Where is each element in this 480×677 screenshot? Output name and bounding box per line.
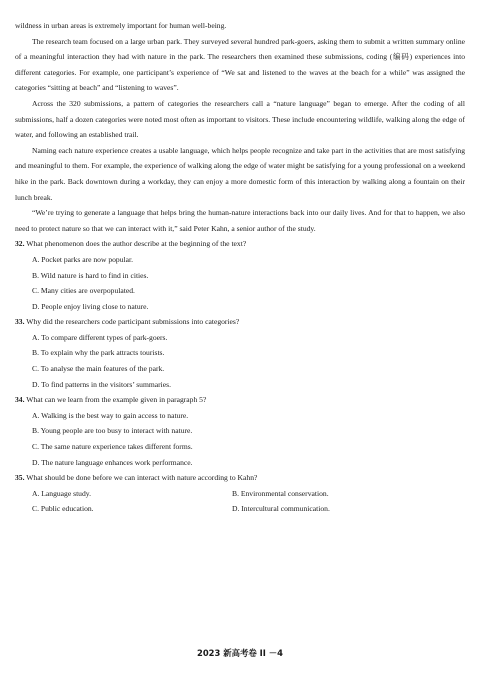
question-text: What phenomenon does the author describe at the beginning of the text? <box>26 239 247 249</box>
question-text: What can we learn from the example given in paragraph 5? <box>26 395 207 405</box>
passage-paragraph-2: The research team focused on a large urban park. They surveyed several hundred park-goers, asking them to submit a written summary online of a meaningful interaction they had with nature in the park. The researchers then examined these submissions, coding (编码) experiences into different categories. For example, one participant’s experience of “We sat and listened to the waves at the beach for a while” was assigned the categories “sitting at beach” and “listening to waves”. <box>15 36 465 93</box>
option-33-a: A. To compare different types of park-goers. <box>32 332 168 342</box>
option-35-d: D. Intercultural communication. <box>232 504 330 514</box>
option-32-b: B. Wild nature is hard to find in cities. <box>32 270 149 280</box>
option-34-a: A. Walking is the best way to gain access to nature. <box>32 410 189 420</box>
question-number: 32. <box>15 239 25 249</box>
question-33 <box>15 314 465 330</box>
question-text: Why did the researchers code participant submissions into categories? <box>26 317 240 327</box>
passage-paragraph-5: “We’re trying to generate a language that helps bring the human-nature interactions back into our daily lives. And for that to happen, we also need to protect nature so that we can interact with it,” said Peter Kahn, a senior author of the study. <box>15 208 465 233</box>
option-32-c: C. Many cities are overpopulated. <box>32 286 135 296</box>
question-35 <box>15 470 465 486</box>
question-32 <box>15 236 465 252</box>
passage-paragraph-1: wildness in urban areas is extremely important for human well-being. <box>15 21 227 30</box>
option-33-d: D. To find patterns in the visitors’ summaries. <box>32 379 172 389</box>
question-text: What should be done before we can interact with nature according to Kahn? <box>26 473 258 483</box>
option-34-d: D. The nature language enhances work performance. <box>32 457 193 467</box>
page-footer: 2023 新高考卷 II －4 <box>197 648 283 658</box>
option-row-35-cd <box>32 501 465 517</box>
option-34-c: C. The same nature experience takes different forms. <box>32 442 193 452</box>
question-34 <box>15 392 465 408</box>
page-content <box>15 18 465 517</box>
passage-paragraph-4: Naming each nature experience creates a usable language, which helps people recognize and take part in the activities that are most satisfying and meaningful to them. For example, the experience of walking along the edge of water might be satisfying for a young professional on a weekend hike in the park. Back downtown during a workday, they can enjoy a more domestic form of this interaction by walking along a fountain on their lunch break. <box>15 145 465 202</box>
question-number: 35. <box>15 473 25 483</box>
option-33-b: B. To explain why the park attracts tourists. <box>32 348 165 358</box>
option-row-35-ab <box>32 486 465 502</box>
question-number: 34. <box>15 395 25 405</box>
option-35-c: C. Public education. <box>32 504 94 514</box>
question-number: 33. <box>15 317 25 327</box>
option-32-d: D. People enjoy living close to nature. <box>32 301 149 311</box>
option-32-a: A. Pocket parks are now popular. <box>32 254 134 264</box>
passage-paragraph-3: Across the 320 submissions, a pattern of categories the researchers call a “nature language” began to emerge. After the coding of all submissions, half a dozen categories were noted most often as important to visitors. These include encountering wildlife, walking along the edge of water, and following an established trail. <box>15 98 465 140</box>
option-33-c: C. To analyse the main features of the park. <box>32 364 165 374</box>
option-35-b: B. Environmental conservation. <box>232 488 329 498</box>
option-35-a: A. Language study. <box>32 488 91 498</box>
option-34-b: B. Young people are too busy to interact with nature. <box>32 426 193 436</box>
